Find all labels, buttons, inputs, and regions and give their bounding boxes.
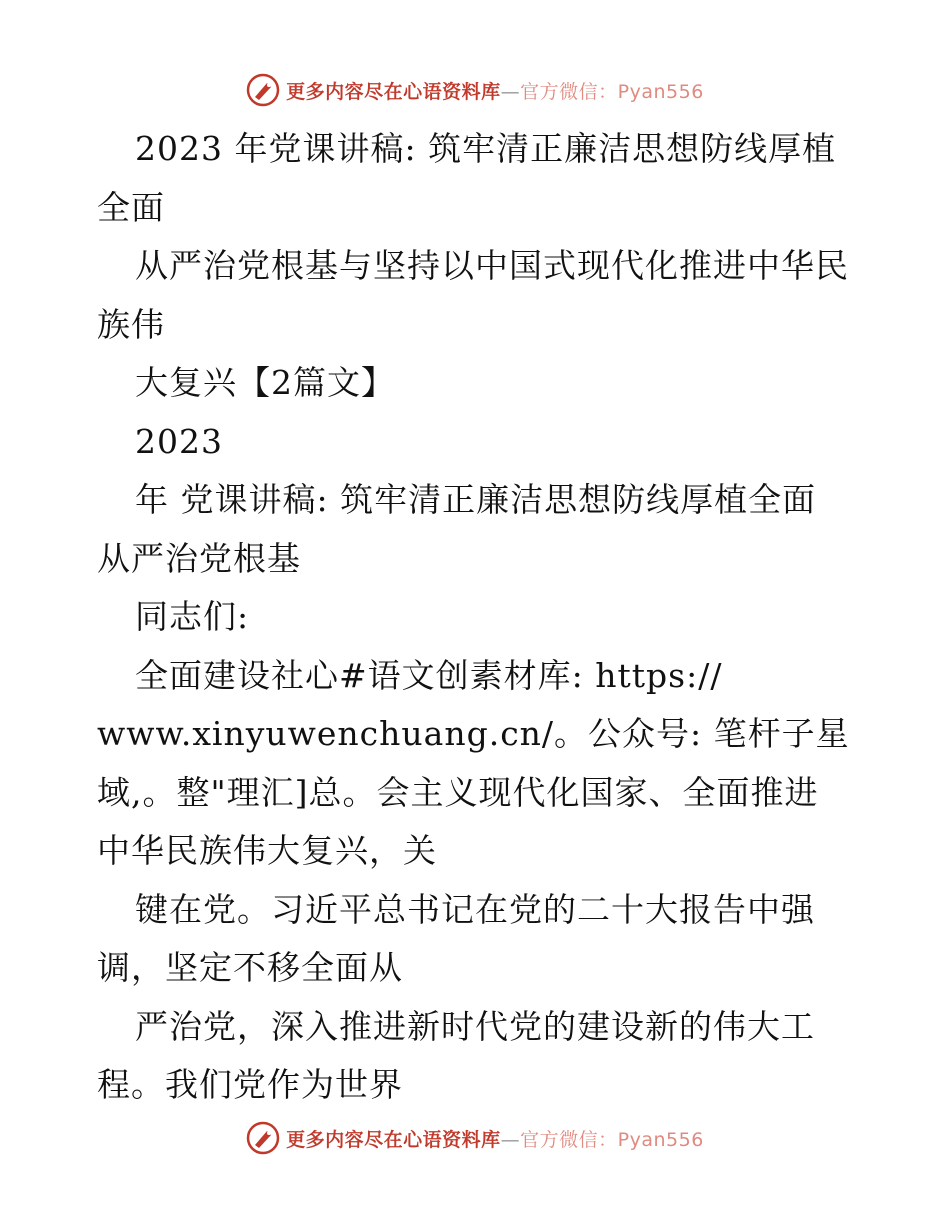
doc-line: 全面建设社心#语文创素材库: https:// — [135, 655, 723, 695]
doc-line: 大复兴【2篇文】 — [135, 363, 395, 402]
doc-line: 族伟 — [97, 304, 165, 344]
footer-banner-text — [286, 1125, 704, 1152]
doc-line: 键在党。习近平总书记在党的二十大报告中强 — [135, 889, 815, 929]
header-banner-text — [286, 77, 704, 104]
doc-line: 从严治党根基 — [97, 538, 301, 578]
header-separator: — — [500, 80, 521, 103]
doc-line: 全面 — [97, 187, 165, 227]
doc-line: 2023 年党课讲稿: 筑牢清正廉洁思想防线厚植 — [135, 129, 837, 168]
header-brand: 更多内容尽在心语资料库 — [286, 80, 501, 103]
doc-line: 严治党，深入推进新时代党的建设新的伟大工 — [135, 1006, 815, 1046]
doc-line: 域,。整"理汇]总。会主义现代化国家、全面推进 — [97, 772, 819, 812]
doc-line: 同志们: — [135, 597, 250, 636]
doc-line: 从严治党根基与坚持以中国式现代化推进中华民 — [135, 246, 849, 285]
doc-line: 程。我们党作为世界 — [97, 1065, 403, 1104]
footer-banner — [0, 1116, 950, 1160]
footer-separator: — — [500, 1128, 521, 1151]
header-wechat: 官方微信：Pyan556 — [520, 80, 704, 103]
doc-line: 中华民族伟大复兴，关 — [97, 831, 437, 870]
footer-wechat: 官方微信：Pyan556 — [520, 1128, 704, 1151]
doc-line: 调，坚定不移全面从 — [97, 948, 403, 987]
pen-nib-logo-icon — [246, 1121, 280, 1155]
doc-line: 年 党课讲稿: 筑牢清正廉洁思想防线厚植全面 — [135, 480, 817, 519]
doc-line: www.xinyuwenchuang.cn/。公众号: 笔杆子星 — [97, 714, 850, 753]
footer-brand: 更多内容尽在心语资料库 — [286, 1128, 501, 1151]
document-body — [97, 120, 857, 1115]
pen-nib-logo-icon — [246, 73, 280, 107]
header-banner — [0, 68, 950, 112]
doc-line: 2023 — [135, 421, 223, 461]
